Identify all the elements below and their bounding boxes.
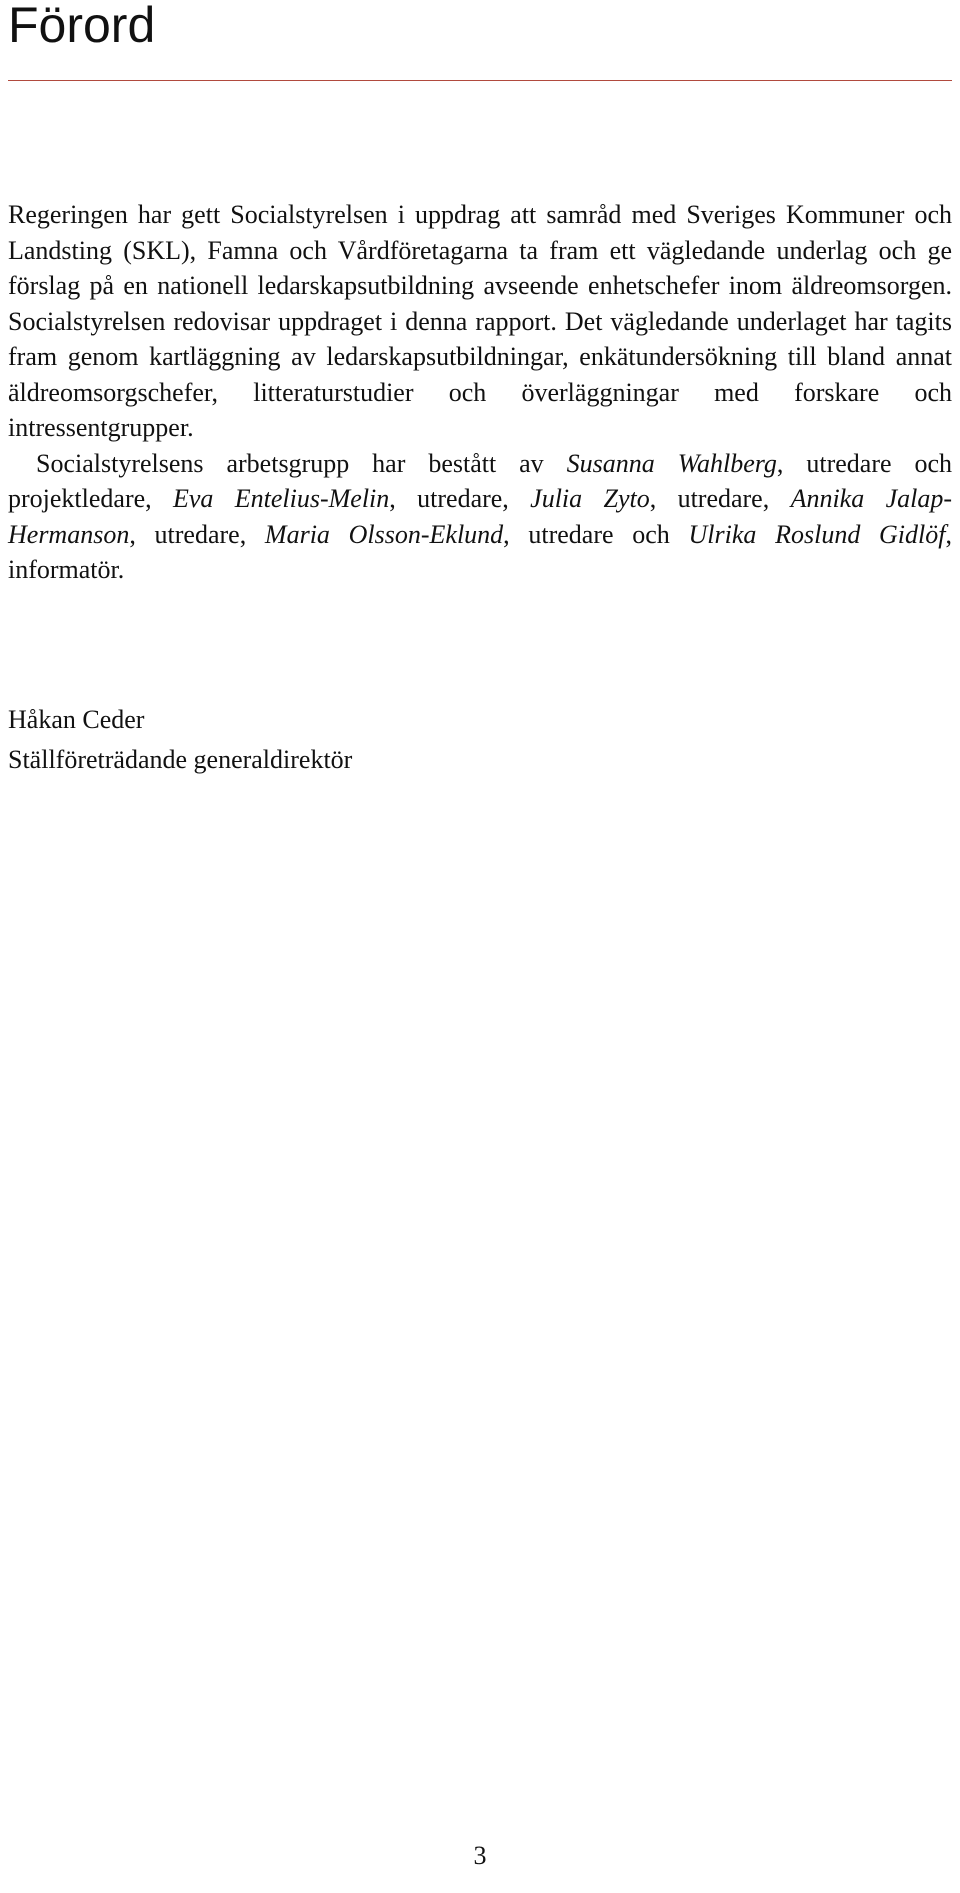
paragraph-working-group <box>8 446 952 588</box>
member-role: , informatör. <box>8 519 952 584</box>
member-role: , utredare, <box>129 519 265 549</box>
member-role: , utredare och projektledare, <box>8 448 953 513</box>
paragraph-commission: Regeringen har gett Socialstyrelsen i uppdrag att samråd med Sveriges Kommuner och Landsting (SKL), Famna och Vårdföretagarna ta fram ett vägledande underlag och ge förslag på en nationell ledarskapsutbildning avseende enhetschefer inom äldreomsorgen. Socialstyrelsen redovisar uppdraget i denna rapport. Det vägledande underlaget har tagits fram genom kartläggning av ledarskapsutbildningar, enkätundersökning till bland annat äldreomsorgschefer, litteraturstudier och överläggningar med forskare och intressentgrupper. <box>8 200 952 442</box>
member-name: Eva Entelius-Melin <box>173 484 390 513</box>
foreword-body <box>8 197 952 588</box>
page-title: Förord <box>8 0 156 53</box>
member-name: Ulrika Roslund Gidlöf <box>688 519 946 549</box>
member-role: , utredare och <box>503 519 689 549</box>
member-name: Annika Jalap-Hermanson <box>8 484 952 549</box>
member-name: Julia Zyto <box>530 484 650 513</box>
member-role: , utredare, <box>389 484 531 513</box>
member-name: Susanna Wahlberg <box>566 448 777 478</box>
working-group-intro: Socialstyrelsens arbetsgrupp har bestått av <box>36 448 567 478</box>
signatory-name: Håkan Ceder <box>8 705 145 734</box>
heading-rule <box>8 80 952 81</box>
signature-block <box>8 700 352 780</box>
member-role: , utredare, <box>649 484 791 513</box>
page-number: 3 <box>473 1841 487 1870</box>
signatory-title: Ställföreträdande generaldirektör <box>8 745 353 774</box>
member-name: Maria Olsson-Eklund <box>264 519 504 549</box>
